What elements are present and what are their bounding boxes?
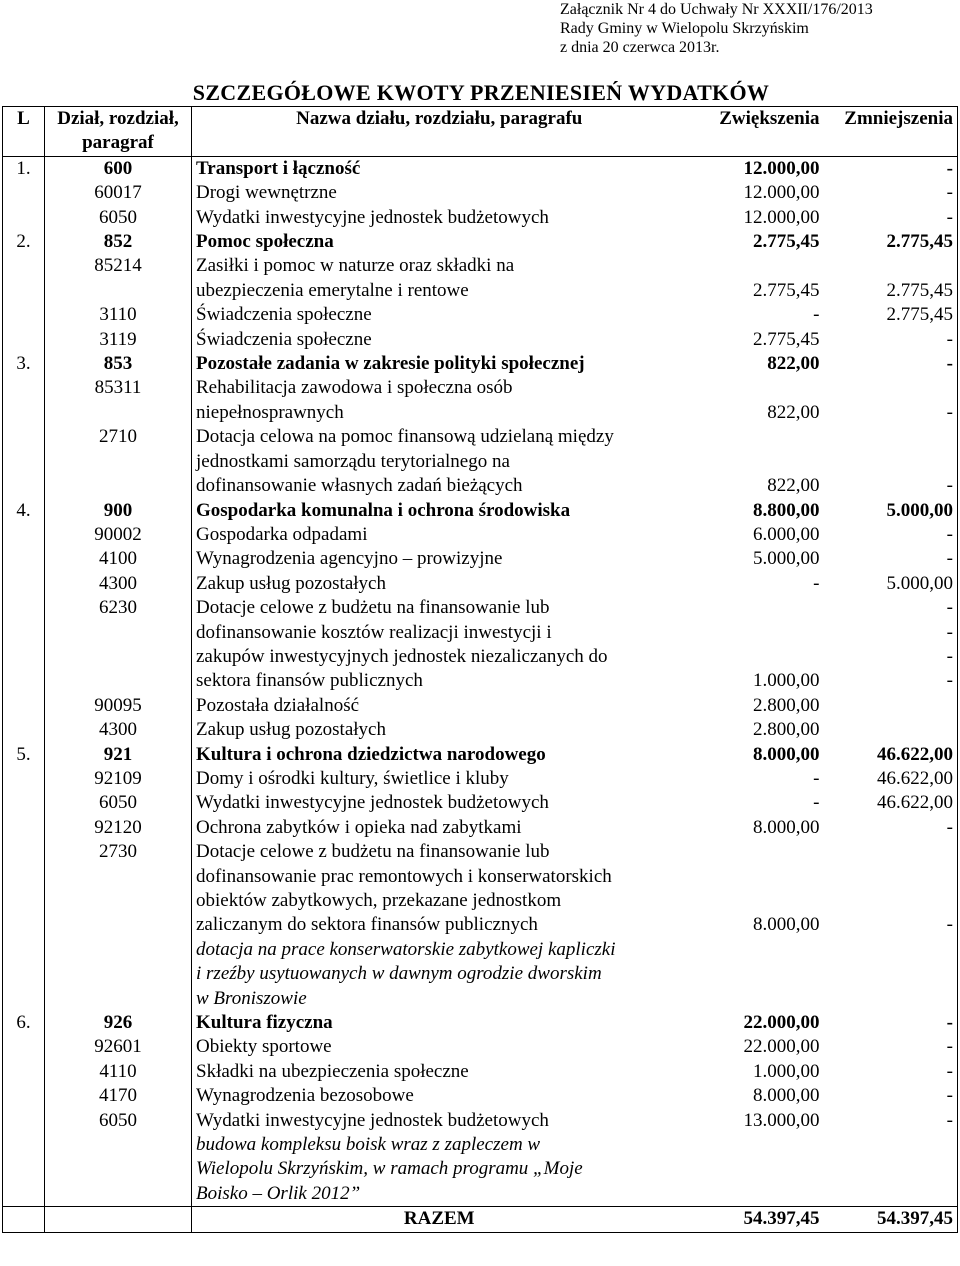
table-row (3, 206, 958, 230)
row-code: 2710 (45, 425, 192, 498)
row-zmniejszenia: - (824, 425, 958, 498)
transfers-table (2, 106, 958, 1233)
row-lp (3, 1035, 45, 1059)
row-lp (3, 1060, 45, 1084)
row-lp (3, 694, 45, 718)
row-lp: 6. (3, 1011, 45, 1035)
row-name: Pozostałe zadania w zakresie polityki społecznej (196, 353, 585, 375)
row-name: Transport i łączność (196, 157, 361, 179)
row-name: Domy i ośrodki kultury, świetlice i kluby (196, 767, 509, 789)
row-zmniejszenia: - (824, 816, 958, 840)
row-name: Wydatki inwestycyjne jednostek budżetowych (196, 1109, 549, 1131)
row-name: Gospodarka komunalna i ochrona środowiska (196, 499, 571, 521)
row-name: budowa kompleksu boisk wraz z zapleczem w Wielopolu Skrzyńskim, w ramach programu „Moje Boisko – Orlik 2012” (196, 1134, 583, 1204)
row-lp (3, 938, 45, 1011)
row-zwiekszenia: 5.000,00 (753, 548, 820, 570)
row-name: Dotacja celowa na pomoc finansową udzielaną między jednostkami samorządu terytorialnego na dofinansowanie własnych zadań bieżących (196, 426, 614, 497)
row-zwiekszenia: 8.000,00 (753, 743, 820, 765)
row-name: Dotacje celowe z budżetu na finansowanie lub dofinansowanie kosztów realizacji inwestycji i zakupów inwestycyjnych jednostek niezaliczanych do sektora finansów publicznych (196, 597, 608, 692)
table-row (3, 376, 958, 425)
table-row (3, 767, 958, 791)
row-lp (3, 547, 45, 571)
row-lp: 1. (3, 156, 45, 181)
row-zwiekszenia: 22.000,00 (743, 1012, 820, 1034)
row-zmniejszenia: - (824, 1060, 958, 1084)
row-zmniejszenia: 5.000,00 (824, 499, 958, 523)
row-code: 3119 (45, 328, 192, 352)
table-row (3, 254, 958, 303)
row-name: Dotacje celowe z budżetu na finansowanie lub dofinansowanie prac remontowych i konserwatorskich obiektów zabytkowych, przekazane jednostkom zaliczanym do sektora finansów publicznych (196, 841, 612, 936)
header-note (560, 0, 873, 57)
table-body (3, 156, 958, 1206)
row-lp (3, 328, 45, 352)
row-lp (3, 523, 45, 547)
row-code: 853 (45, 352, 192, 376)
row-zwiekszenia: 6.000,00 (753, 523, 820, 545)
row-name: Pozostała działalność (196, 694, 360, 716)
row-name: Wydatki inwestycyjne jednostek budżetowych (196, 792, 549, 814)
row-name: Pomoc społeczna (196, 231, 334, 253)
header-note-line: Załącznik Nr 4 do Uchwały Nr XXXII/176/2013 (560, 1, 873, 18)
row-code: 4170 (45, 1084, 192, 1108)
row-code: 90095 (45, 694, 192, 718)
row-zmniejszenia: - (824, 840, 958, 938)
table-row (3, 352, 958, 376)
row-zwiekszenia: 8.000,00 (753, 816, 820, 838)
row-name: Wynagrodzenia bezosobowe (196, 1085, 414, 1107)
table-row (3, 1133, 958, 1207)
row-zmniejszenia: - (824, 1035, 958, 1059)
row-zmniejszenia (824, 694, 958, 718)
row-zwiekszenia: 1.000,00 (753, 1060, 820, 1082)
table-row (3, 1084, 958, 1108)
row-code: 4110 (45, 1060, 192, 1084)
row-zwiekszenia: 2.800,00 (753, 694, 820, 716)
row-zmniejszenia (824, 1133, 958, 1207)
row-lp (3, 816, 45, 840)
row-zmniejszenia: 46.622,00 (824, 767, 958, 791)
table-row (3, 230, 958, 254)
row-lp (3, 718, 45, 742)
table-row (3, 156, 958, 181)
row-zmniejszenia (824, 938, 958, 1011)
row-lp (3, 572, 45, 596)
header-note-line: Rady Gminy w Wielopolu Skrzyńskim (560, 20, 809, 37)
row-zmniejszenia: 5.000,00 (824, 572, 958, 596)
table-row (3, 816, 958, 840)
table-row (3, 694, 958, 718)
table-row (3, 181, 958, 205)
row-name: Gospodarka odpadami (196, 523, 368, 545)
row-code: 4100 (45, 547, 192, 571)
row-zmniejszenia: - (824, 1011, 958, 1035)
table-row (3, 840, 958, 938)
row-name: Obiekty sportowe (196, 1036, 332, 1058)
row-zmniejszenia: 2.775,45 (824, 230, 958, 254)
row-zwiekszenia: 12.000,00 (743, 206, 820, 228)
row-zwiekszenia: 2.775,45 (753, 279, 820, 301)
row-name: Świadczenia społeczne (196, 304, 372, 326)
row-zwiekszenia: 12.000,00 (743, 157, 820, 179)
row-lp: 2. (3, 230, 45, 254)
table-row (3, 303, 958, 327)
row-zwiekszenia: 2.775,45 (753, 328, 820, 350)
col-header-zmniejszenia: Zmniejszenia (824, 107, 958, 157)
row-name: dotacja na prace konserwatorskie zabytkowej kapliczki i rzeźby usytuowanych w dawnym ogrodzie dworskim w Broniszowie (196, 938, 616, 1009)
row-lp (3, 596, 45, 694)
row-code: 600 (45, 156, 192, 181)
row-zwiekszenia: 2.800,00 (753, 719, 820, 741)
row-name: Kultura i ochrona dziedzictwa narodowego (196, 743, 546, 765)
row-lp (3, 791, 45, 815)
row-lp (3, 1109, 45, 1133)
total-row (3, 1207, 958, 1232)
table-row (3, 523, 958, 547)
table-row (3, 425, 958, 498)
row-name: Wynagrodzenia agencyjno – prowizyjne (196, 548, 503, 570)
table-row (3, 328, 958, 352)
row-code (45, 1133, 192, 1207)
row-zmniejszenia: 2.775,45 (824, 303, 958, 327)
row-code: 92601 (45, 1035, 192, 1059)
row-code: 85311 (45, 376, 192, 425)
row-zwiekszenia: 8.000,00 (753, 914, 820, 936)
row-zmniejszenia: - (824, 181, 958, 205)
total-zwiekszenia: 54.397,45 (687, 1207, 824, 1232)
col-header-dzial: Dział, rozdział, paragraf (45, 107, 192, 157)
row-lp (3, 254, 45, 303)
row-lp (3, 425, 45, 498)
row-code: 6230 (45, 596, 192, 694)
row-code: 85214 (45, 254, 192, 303)
row-name: Ochrona zabytków i opieka nad zabytkami (196, 816, 522, 838)
row-zwiekszenia (687, 938, 824, 1011)
row-code: 921 (45, 743, 192, 767)
row-zmniejszenia: - (824, 547, 958, 571)
table-row (3, 1035, 958, 1059)
table-row (3, 938, 958, 1011)
total-zmniejszenia: 54.397,45 (824, 1207, 958, 1232)
row-zmniejszenia: - (824, 352, 958, 376)
row-zmniejszenia: 46.622,00 (824, 791, 958, 815)
row-code: 3110 (45, 303, 192, 327)
row-zmniejszenia: - - - - (824, 596, 958, 694)
row-zmniejszenia: - (824, 376, 958, 425)
row-lp (3, 181, 45, 205)
row-code (45, 938, 192, 1011)
table-row (3, 499, 958, 523)
row-code: 852 (45, 230, 192, 254)
row-code: 4300 (45, 718, 192, 742)
row-lp (3, 376, 45, 425)
row-code: 6050 (45, 791, 192, 815)
row-code: 60017 (45, 181, 192, 205)
row-lp (3, 840, 45, 938)
row-zmniejszenia: - (824, 1084, 958, 1108)
row-zwiekszenia: 22.000,00 (743, 1036, 820, 1058)
row-lp (3, 767, 45, 791)
row-name: Rehabilitacja zawodowa i społeczna osób niepełnosprawnych (196, 377, 513, 423)
row-name: Zakup usług pozostałych (196, 572, 386, 594)
row-code: 92120 (45, 816, 192, 840)
row-zwiekszenia: 822,00 (767, 353, 820, 375)
table-row (3, 1109, 958, 1133)
total-label: RAZEM (192, 1207, 687, 1232)
row-zwiekszenia: - (813, 304, 820, 326)
row-name: Świadczenia społeczne (196, 328, 372, 350)
row-zmniejszenia: - (824, 1109, 958, 1133)
table-row (3, 547, 958, 571)
row-zwiekszenia: 12.000,00 (743, 182, 820, 204)
row-code: 926 (45, 1011, 192, 1035)
row-name: Kultura fizyczna (196, 1012, 333, 1034)
table-row (3, 1011, 958, 1035)
row-code: 92109 (45, 767, 192, 791)
row-lp: 5. (3, 743, 45, 767)
row-name: Drogi wewnętrzne (196, 182, 337, 204)
table-row (3, 572, 958, 596)
col-header-lp: L (3, 107, 45, 157)
row-name: Wydatki inwestycyjne jednostek budżetowych (196, 206, 549, 228)
row-zwiekszenia: 2.775,45 (753, 231, 820, 253)
row-lp (3, 206, 45, 230)
row-name: Zakup usług pozostałych (196, 719, 386, 741)
row-lp: 4. (3, 499, 45, 523)
row-zwiekszenia: 822,00 (767, 401, 820, 423)
row-zmniejszenia: - (824, 206, 958, 230)
row-zwiekszenia: - (813, 792, 820, 814)
row-zwiekszenia: - (813, 767, 820, 789)
row-code: 2730 (45, 840, 192, 938)
row-lp (3, 1084, 45, 1108)
row-zwiekszenia: 8.000,00 (753, 1085, 820, 1107)
row-zmniejszenia: 46.622,00 (824, 743, 958, 767)
row-code: 6050 (45, 206, 192, 230)
row-zwiekszenia: - (813, 572, 820, 594)
col-header-nazwa: Nazwa działu, rozdziału, paragrafu (192, 107, 687, 157)
row-name: Zasiłki i pomoc w naturze oraz składki na ubezpieczenia emerytalne i rentowe (196, 255, 515, 301)
row-zwiekszenia: 8.800,00 (753, 499, 820, 521)
row-zwiekszenia: 13.000,00 (743, 1109, 820, 1131)
row-zmniejszenia: - (824, 523, 958, 547)
row-zmniejszenia: - (824, 328, 958, 352)
row-zwiekszenia (687, 1133, 824, 1207)
row-lp (3, 1133, 45, 1207)
row-zwiekszenia: 822,00 (767, 475, 820, 497)
row-name: Składki na ubezpieczenia społeczne (196, 1060, 469, 1082)
row-lp (3, 303, 45, 327)
row-code: 4300 (45, 572, 192, 596)
row-zmniejszenia: 2.775,45 (824, 254, 958, 303)
row-code: 6050 (45, 1109, 192, 1133)
page-title: SZCZEGÓŁOWE KWOTY PRZENIESIEŃ WYDATKÓW (192, 80, 770, 105)
row-lp: 3. (3, 352, 45, 376)
header-note-line: z dnia 20 czerwca 2013r. (560, 39, 720, 56)
table-row (3, 791, 958, 815)
table-row (3, 1060, 958, 1084)
row-zwiekszenia: 1.000,00 (753, 670, 820, 692)
row-zmniejszenia (824, 718, 958, 742)
row-code: 90002 (45, 523, 192, 547)
table-row (3, 596, 958, 694)
table-row (3, 743, 958, 767)
table-row (3, 718, 958, 742)
col-header-zwiekszenia: Zwiększenia (687, 107, 824, 157)
row-code: 900 (45, 499, 192, 523)
row-zmniejszenia: - (824, 156, 958, 181)
